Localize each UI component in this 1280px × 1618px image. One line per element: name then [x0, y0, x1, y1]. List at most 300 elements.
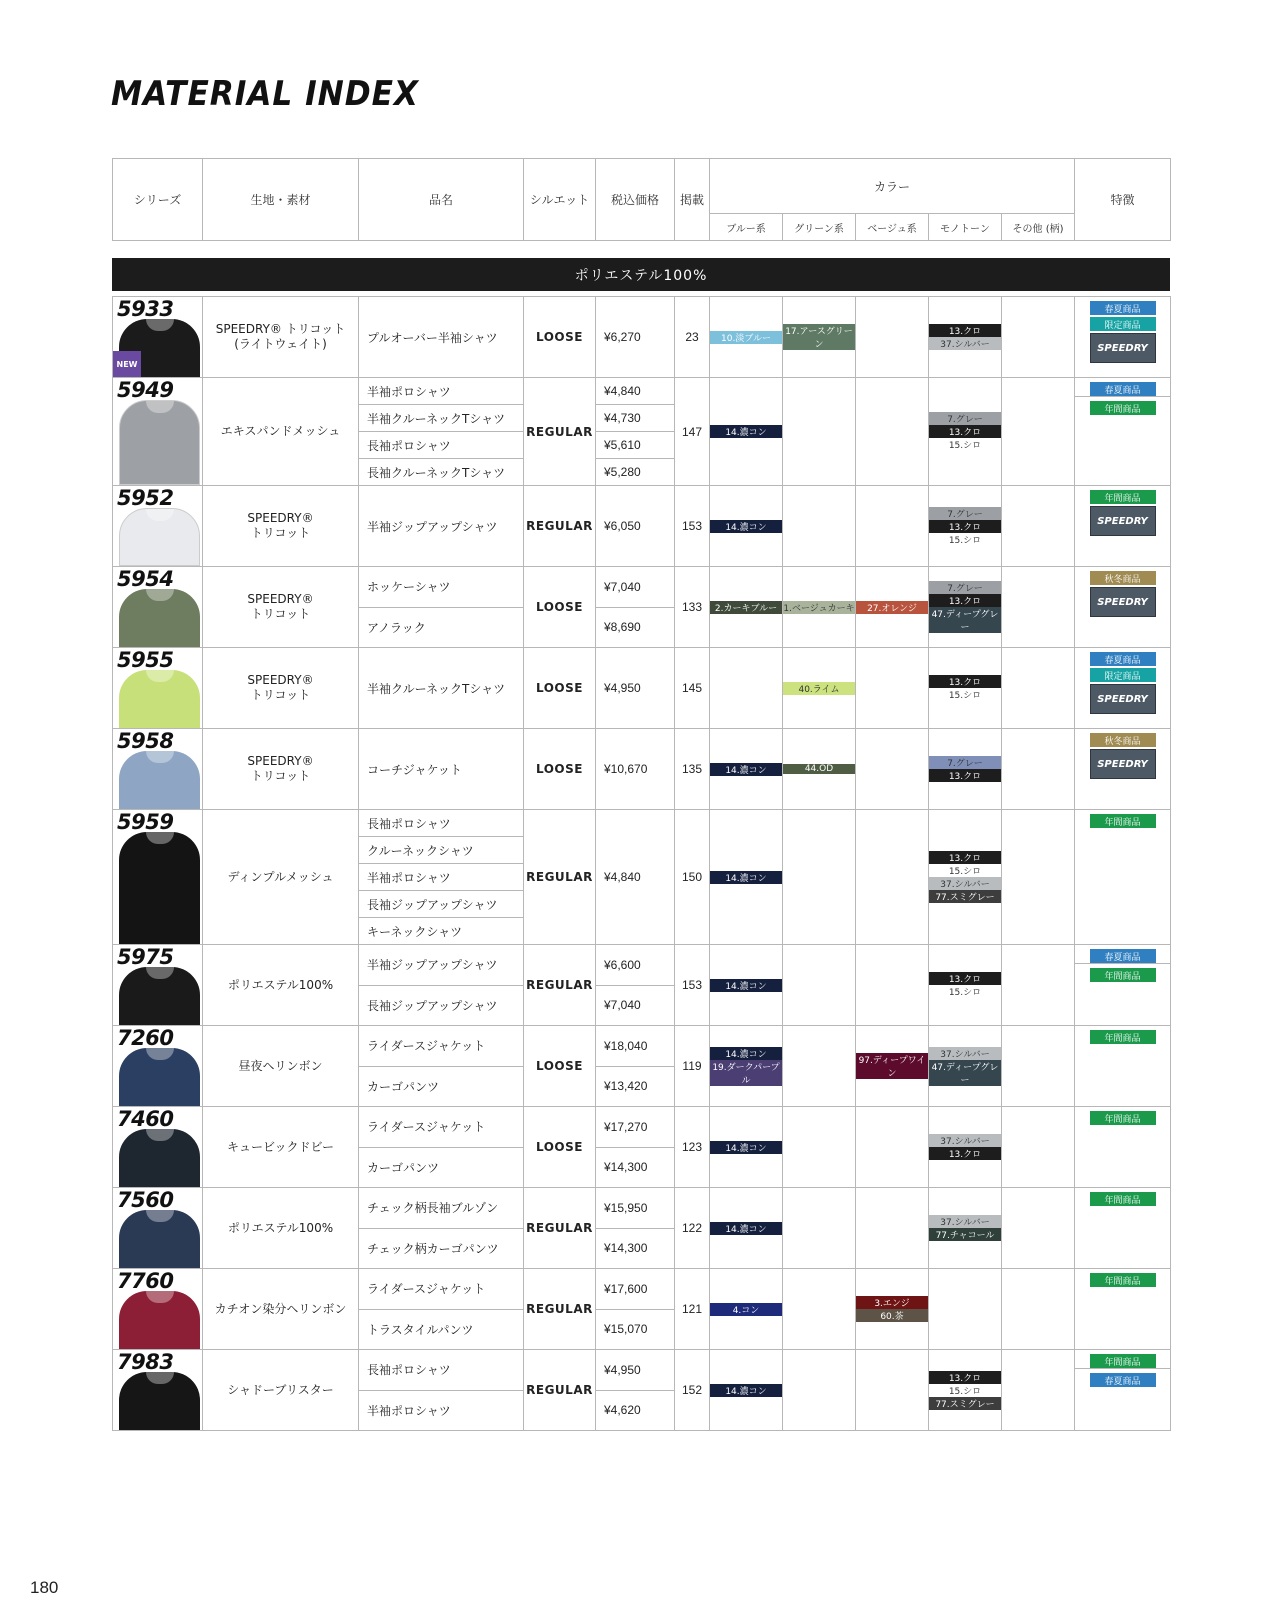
- color-cell: [856, 729, 929, 810]
- price-cell: ¥14,300: [596, 1147, 675, 1188]
- silhouette-cell: REGULAR: [524, 810, 596, 945]
- product-name: 長袖ポロシャツ: [359, 810, 524, 837]
- product-name: 長袖クルーネックTシャツ: [359, 459, 524, 486]
- color-swatch: 13.クロ: [929, 1371, 1001, 1384]
- features-top: [1075, 1350, 1170, 1368]
- material-text: SPEEDRY® トリコット: [247, 511, 314, 540]
- header-features: 特徴: [1075, 159, 1171, 241]
- material-text: SPEEDRY® トリコット: [247, 754, 314, 783]
- swatch-stack: [710, 520, 782, 533]
- features-split: [1075, 378, 1170, 415]
- garment-image: [119, 508, 200, 566]
- series-number: 5959: [117, 810, 174, 834]
- garment-image: [119, 589, 200, 647]
- swatch-stack: [856, 1296, 928, 1322]
- color-swatch: 13.クロ: [929, 520, 1001, 533]
- garment-image: [119, 1048, 200, 1106]
- material-text: ポリエステル100%: [227, 1220, 334, 1235]
- swatch-stack: [710, 425, 782, 438]
- color-swatch: 27.オレンジ: [856, 601, 928, 614]
- swatch-stack: [783, 324, 855, 350]
- color-cell: [783, 1026, 856, 1107]
- color-cell: [1002, 1350, 1075, 1431]
- product-name: カーゴパンツ: [359, 1066, 524, 1107]
- color-cell: [929, 1269, 1002, 1350]
- material-text: キュービックドビー: [226, 1139, 335, 1154]
- silhouette-cell: REGULAR: [524, 486, 596, 567]
- swatch-stack: [929, 1371, 1001, 1410]
- color-swatch: 13.クロ: [929, 769, 1001, 782]
- swatch-stack: [710, 1141, 782, 1154]
- color-swatch: 15.シロ: [929, 864, 1001, 877]
- color-cell: [783, 486, 856, 567]
- color-swatch: 15.シロ: [929, 438, 1001, 451]
- swatch-stack: [929, 1134, 1001, 1160]
- series-cell: [113, 567, 203, 648]
- material-cell: [203, 945, 359, 1026]
- series-number: 5975: [117, 945, 174, 969]
- swatch-stack: [929, 507, 1001, 546]
- price-cell: ¥13,420: [596, 1066, 675, 1107]
- color-swatch: 77.スミグレー: [929, 1397, 1001, 1410]
- color-cell: [929, 567, 1002, 648]
- silhouette-cell: LOOSE: [524, 567, 596, 648]
- material-text: エキスパンドメッシュ: [220, 424, 341, 438]
- color-cell: [929, 1107, 1002, 1188]
- swatch-stack: [710, 1047, 782, 1086]
- features-cell: [1075, 648, 1171, 729]
- swatch-stack: [710, 601, 782, 614]
- color-swatch: 40.ライム: [783, 682, 855, 695]
- color-swatch: 13.クロ: [929, 675, 1001, 688]
- price-cell: ¥10,670: [596, 729, 675, 810]
- material-text: SPEEDRY® トリコット: [247, 592, 314, 621]
- price-cell: ¥15,070: [596, 1309, 675, 1350]
- swatch-stack: [929, 324, 1001, 350]
- material-cell: [203, 567, 359, 648]
- product-name: クルーネックシャツ: [359, 837, 524, 864]
- product-name: トラスタイルパンツ: [359, 1309, 524, 1350]
- header-material: 生地・素材: [203, 159, 359, 241]
- page-ref-cell: 153: [675, 486, 710, 567]
- series-number: 7560: [117, 1188, 174, 1212]
- page-ref-cell: 122: [675, 1188, 710, 1269]
- material-cell: [203, 378, 359, 486]
- table-row: [113, 1026, 1171, 1067]
- color-swatch: 14.濃コン: [710, 1047, 782, 1060]
- color-swatch: 13.クロ: [929, 1147, 1001, 1160]
- table-row: [113, 729, 1171, 810]
- features-cell: [1075, 729, 1171, 810]
- product-name: 長袖ジップアップシャツ: [359, 891, 524, 918]
- color-swatch: 13.クロ: [929, 425, 1001, 438]
- series-number: 5955: [117, 648, 174, 672]
- series-number: 5949: [117, 378, 174, 402]
- page-ref-cell: 123: [675, 1107, 710, 1188]
- feature-badge-spring-summer: 春夏商品: [1090, 652, 1156, 666]
- swatch-stack: [929, 1215, 1001, 1241]
- color-swatch: 14.濃コン: [710, 763, 782, 776]
- product-name: 半袖ジップアップシャツ: [359, 486, 524, 567]
- color-cell: [929, 378, 1002, 486]
- swatch-stack: [710, 763, 782, 776]
- features-cell: [1075, 1350, 1171, 1431]
- color-swatch: 13.クロ: [929, 594, 1001, 607]
- table-row: [113, 567, 1171, 608]
- garment-image: [119, 670, 200, 728]
- swatch-stack: [783, 601, 855, 614]
- silhouette-cell: LOOSE: [524, 729, 596, 810]
- color-cell: [1002, 1026, 1075, 1107]
- color-swatch: 14.濃コン: [710, 979, 782, 992]
- color-swatch: 14.濃コン: [710, 1222, 782, 1235]
- color-cell: [929, 648, 1002, 729]
- product-table: [112, 296, 1171, 1431]
- swatch-stack: [856, 1053, 928, 1079]
- color-cell: [710, 729, 783, 810]
- material-text: ディンプルメッシュ: [227, 869, 334, 884]
- page-ref-cell: 133: [675, 567, 710, 648]
- color-swatch: 4.コン: [710, 1303, 782, 1316]
- color-cell: [783, 297, 856, 378]
- price-cell: ¥7,040: [596, 985, 675, 1026]
- features-list: [1075, 297, 1170, 363]
- color-cell: [856, 1350, 929, 1431]
- color-swatch: 37.シルバー: [929, 1134, 1001, 1147]
- price-cell: ¥4,840: [596, 378, 675, 405]
- swatch-stack: [710, 1222, 782, 1235]
- product-name: プルオーバー半袖シャツ: [359, 297, 524, 378]
- product-name: チェック柄長袖ブルゾン: [359, 1188, 524, 1229]
- swatch-stack: [710, 871, 782, 884]
- swatch-stack: [783, 682, 855, 695]
- product-name: チェック柄カーゴパンツ: [359, 1228, 524, 1269]
- color-swatch: 37.シルバー: [929, 337, 1001, 350]
- series-cell: [113, 648, 203, 729]
- silhouette-cell: REGULAR: [524, 1269, 596, 1350]
- color-swatch: 37.シルバー: [929, 1215, 1001, 1228]
- feature-badge-limited: 限定商品: [1090, 317, 1156, 331]
- speedry-logo: SPEEDRY: [1090, 684, 1156, 714]
- color-cell: [710, 378, 783, 486]
- material-cell: [203, 729, 359, 810]
- table-row: [113, 1350, 1171, 1391]
- series-cell: [113, 729, 203, 810]
- speedry-logo: SPEEDRY: [1090, 506, 1156, 536]
- series-cell: [113, 1188, 203, 1269]
- page-ref-cell: 145: [675, 648, 710, 729]
- price-cell: ¥8,690: [596, 607, 675, 648]
- product-name: キーネックシャツ: [359, 918, 524, 945]
- color-cell: [1002, 810, 1075, 945]
- color-swatch: 77.チャコール: [929, 1228, 1001, 1241]
- color-swatch: 7.グレー: [929, 581, 1001, 594]
- color-swatch: 7.グレー: [929, 756, 1001, 769]
- feature-badge-all-season: 年間商品: [1090, 1111, 1156, 1125]
- features-cell: [1075, 567, 1171, 648]
- features-cell: [1075, 1026, 1171, 1107]
- features-list: [1075, 648, 1170, 714]
- color-swatch: 47.ディープグレー: [929, 607, 1001, 633]
- color-cell: [710, 945, 783, 1026]
- features-cell: [1075, 378, 1171, 486]
- color-cell: [710, 486, 783, 567]
- series-number: 7983: [117, 1350, 174, 1374]
- material-cell: [203, 648, 359, 729]
- series-number: 7260: [117, 1026, 174, 1050]
- price-cell: ¥17,270: [596, 1107, 675, 1148]
- color-cell: [856, 567, 929, 648]
- garment-image: [119, 1372, 200, 1430]
- material-text: 昼夜ヘリンボン: [238, 1058, 323, 1073]
- features-bottom: [1075, 396, 1170, 415]
- garment-image: [119, 832, 200, 944]
- color-swatch: 13.クロ: [929, 972, 1001, 985]
- color-cell: [929, 297, 1002, 378]
- feature-badge-all-season: 年間商品: [1090, 1192, 1156, 1206]
- color-cell: [710, 810, 783, 945]
- price-cell: ¥7,040: [596, 567, 675, 608]
- garment-collar: [146, 401, 174, 413]
- feature-badge-all-season: 年間商品: [1090, 814, 1156, 828]
- color-swatch: 15.シロ: [929, 533, 1001, 546]
- color-cell: [856, 648, 929, 729]
- swatch-stack: [929, 581, 1001, 633]
- silhouette-cell: REGULAR: [524, 1350, 596, 1431]
- product-name: コーチジャケット: [359, 729, 524, 810]
- table-row: [113, 1188, 1171, 1229]
- section-bar: ポリエステル100%: [112, 258, 1170, 291]
- material-cell: [203, 1188, 359, 1269]
- color-cell: [710, 297, 783, 378]
- features-bottom: [1075, 963, 1170, 982]
- features-cell: [1075, 486, 1171, 567]
- product-name: 半袖ポロシャツ: [359, 1390, 524, 1431]
- product-name: 半袖ジップアップシャツ: [359, 945, 524, 986]
- color-swatch: 44.OD: [783, 764, 855, 774]
- header-series: シリーズ: [113, 159, 203, 241]
- features-top: [1075, 945, 1170, 963]
- color-cell: [929, 810, 1002, 945]
- series-cell: [113, 486, 203, 567]
- table-row: [113, 945, 1171, 986]
- series-number: 7760: [117, 1269, 174, 1293]
- feature-badge-spring-summer: 春夏商品: [1090, 949, 1156, 963]
- material-text: カチオン染分ヘリンボン: [214, 1301, 347, 1316]
- feature-badge-all-season: 年間商品: [1090, 1273, 1156, 1287]
- header-color-green: グリーン系: [783, 214, 856, 241]
- color-cell: [710, 1188, 783, 1269]
- color-swatch: 19.ダークパープル: [710, 1060, 782, 1086]
- product-name: 長袖ジップアップシャツ: [359, 985, 524, 1026]
- color-swatch: 14.濃コン: [710, 520, 782, 533]
- color-cell: [783, 1107, 856, 1188]
- product-name: 半袖クルーネックTシャツ: [359, 405, 524, 432]
- product-name: 半袖ポロシャツ: [359, 378, 524, 405]
- features-list: [1075, 1188, 1170, 1206]
- feature-badge-spring-summer: 春夏商品: [1090, 382, 1156, 396]
- silhouette-cell: REGULAR: [524, 945, 596, 1026]
- series-number: 5952: [117, 486, 174, 510]
- series-cell: [113, 1269, 203, 1350]
- column-header-table: [112, 158, 1171, 241]
- garment-image: [119, 1129, 200, 1187]
- features-cell: [1075, 297, 1171, 378]
- features-list: [1075, 1026, 1170, 1044]
- product-name: アノラック: [359, 607, 524, 648]
- material-cell: [203, 810, 359, 945]
- swatch-stack: [929, 412, 1001, 451]
- table-row: [113, 486, 1171, 567]
- color-cell: [856, 1107, 929, 1188]
- color-swatch: 14.濃コン: [710, 1384, 782, 1397]
- header-color: カラー: [710, 159, 1075, 214]
- page-number: 180: [30, 1578, 59, 1597]
- color-cell: [1002, 297, 1075, 378]
- series-cell: [113, 378, 203, 486]
- color-swatch: 14.濃コン: [710, 871, 782, 884]
- color-cell: [856, 486, 929, 567]
- page-ref-cell: 135: [675, 729, 710, 810]
- speedry-logo: SPEEDRY: [1090, 333, 1156, 363]
- product-name: ホッケーシャツ: [359, 567, 524, 608]
- color-cell: [710, 1350, 783, 1431]
- price-cell: ¥15,950: [596, 1188, 675, 1229]
- silhouette-cell: LOOSE: [524, 1026, 596, 1107]
- feature-badge-all-season: 年間商品: [1090, 490, 1156, 504]
- table-row: [113, 648, 1171, 729]
- swatch-stack: [783, 764, 855, 774]
- color-cell: [1002, 486, 1075, 567]
- color-cell: [1002, 945, 1075, 1026]
- features-list: [1075, 1269, 1170, 1287]
- garment-image: [119, 1210, 200, 1268]
- swatch-stack: [929, 851, 1001, 903]
- series-cell: [113, 1026, 203, 1107]
- material-cell: [203, 1107, 359, 1188]
- price-cell: ¥5,280: [596, 459, 675, 486]
- color-cell: [1002, 1269, 1075, 1350]
- price-cell: ¥4,730: [596, 405, 675, 432]
- table-row: [113, 1269, 1171, 1310]
- series-cell: [113, 1107, 203, 1188]
- color-cell: [929, 1026, 1002, 1107]
- material-text: シャドーブリスター: [227, 1382, 334, 1397]
- features-top: [1075, 378, 1170, 396]
- feature-badge-all-season: 年間商品: [1090, 401, 1156, 415]
- price-cell: ¥4,950: [596, 648, 675, 729]
- color-swatch: 13.クロ: [929, 324, 1001, 337]
- color-cell: [710, 567, 783, 648]
- features-list: [1075, 567, 1170, 617]
- material-cell: [203, 297, 359, 378]
- table-row: [113, 810, 1171, 837]
- product-name: ライダースジャケット: [359, 1026, 524, 1067]
- color-cell: [783, 648, 856, 729]
- material-cell: [203, 486, 359, 567]
- color-cell: [856, 1188, 929, 1269]
- color-swatch: 3.エンジ: [856, 1296, 928, 1309]
- table-row: [113, 378, 1171, 405]
- material-text: ポリエステル100%: [227, 977, 334, 992]
- garment-collar: [146, 509, 174, 521]
- header-page: 掲載: [675, 159, 710, 241]
- color-cell: [1002, 1188, 1075, 1269]
- price-cell: ¥4,950: [596, 1350, 675, 1391]
- page-ref-cell: 147: [675, 378, 710, 486]
- color-cell: [1002, 567, 1075, 648]
- color-swatch: 10.淡ブルー: [710, 331, 782, 344]
- features-cell: [1075, 945, 1171, 1026]
- price-cell: ¥4,840: [596, 810, 675, 945]
- product-name: 長袖ポロシャツ: [359, 1350, 524, 1391]
- header-color-mono: モノトーン: [929, 214, 1002, 241]
- color-cell: [856, 378, 929, 486]
- header-color-beige: ベージュ系: [856, 214, 929, 241]
- feature-badge-autumn-winter: 秋冬商品: [1090, 571, 1156, 585]
- page-ref-cell: 150: [675, 810, 710, 945]
- series-cell: [113, 297, 203, 378]
- color-swatch: 60.茶: [856, 1309, 928, 1322]
- price-cell: ¥18,040: [596, 1026, 675, 1067]
- color-cell: [1002, 648, 1075, 729]
- color-cell: [710, 648, 783, 729]
- color-swatch: 37.シルバー: [929, 877, 1001, 890]
- page-ref-cell: 152: [675, 1350, 710, 1431]
- color-swatch: 14.濃コン: [710, 425, 782, 438]
- series-cell: [113, 810, 203, 945]
- features-cell: [1075, 1269, 1171, 1350]
- swatch-stack: [710, 979, 782, 992]
- color-swatch: 2.カーキブルー: [710, 601, 782, 614]
- color-cell: [929, 1350, 1002, 1431]
- color-cell: [856, 945, 929, 1026]
- material-cell: [203, 1350, 359, 1431]
- page-ref-cell: 119: [675, 1026, 710, 1107]
- swatch-stack: [929, 756, 1001, 782]
- features-cell: [1075, 1107, 1171, 1188]
- color-cell: [710, 1269, 783, 1350]
- features-list: [1075, 810, 1170, 828]
- garment-image: [119, 967, 200, 1025]
- color-swatch: 15.シロ: [929, 1384, 1001, 1397]
- garment-image: [119, 751, 200, 809]
- color-swatch: 97.ディープワイン: [856, 1053, 928, 1079]
- color-swatch: 14.濃コン: [710, 1141, 782, 1154]
- price-cell: ¥17,600: [596, 1269, 675, 1310]
- feature-badge-all-season: 年間商品: [1090, 1354, 1156, 1368]
- header-silhouette: シルエット: [524, 159, 596, 241]
- color-cell: [783, 810, 856, 945]
- swatch-stack: [929, 1047, 1001, 1086]
- swatch-stack: [929, 972, 1001, 998]
- silhouette-cell: LOOSE: [524, 297, 596, 378]
- color-swatch: 17.アースグリーン: [783, 324, 855, 350]
- material-text: SPEEDRY® トリコット (ライトウェイト): [215, 322, 346, 351]
- header-price: 税込価格: [596, 159, 675, 241]
- color-swatch: 13.クロ: [929, 851, 1001, 864]
- color-cell: [1002, 729, 1075, 810]
- swatch-stack: [710, 1384, 782, 1397]
- color-cell: [783, 945, 856, 1026]
- color-cell: [929, 945, 1002, 1026]
- features-list: [1075, 1107, 1170, 1125]
- product-name: カーゴパンツ: [359, 1147, 524, 1188]
- color-cell: [1002, 378, 1075, 486]
- features-bottom: [1075, 1368, 1170, 1387]
- color-swatch: 37.シルバー: [929, 1047, 1001, 1060]
- swatch-stack: [856, 601, 928, 614]
